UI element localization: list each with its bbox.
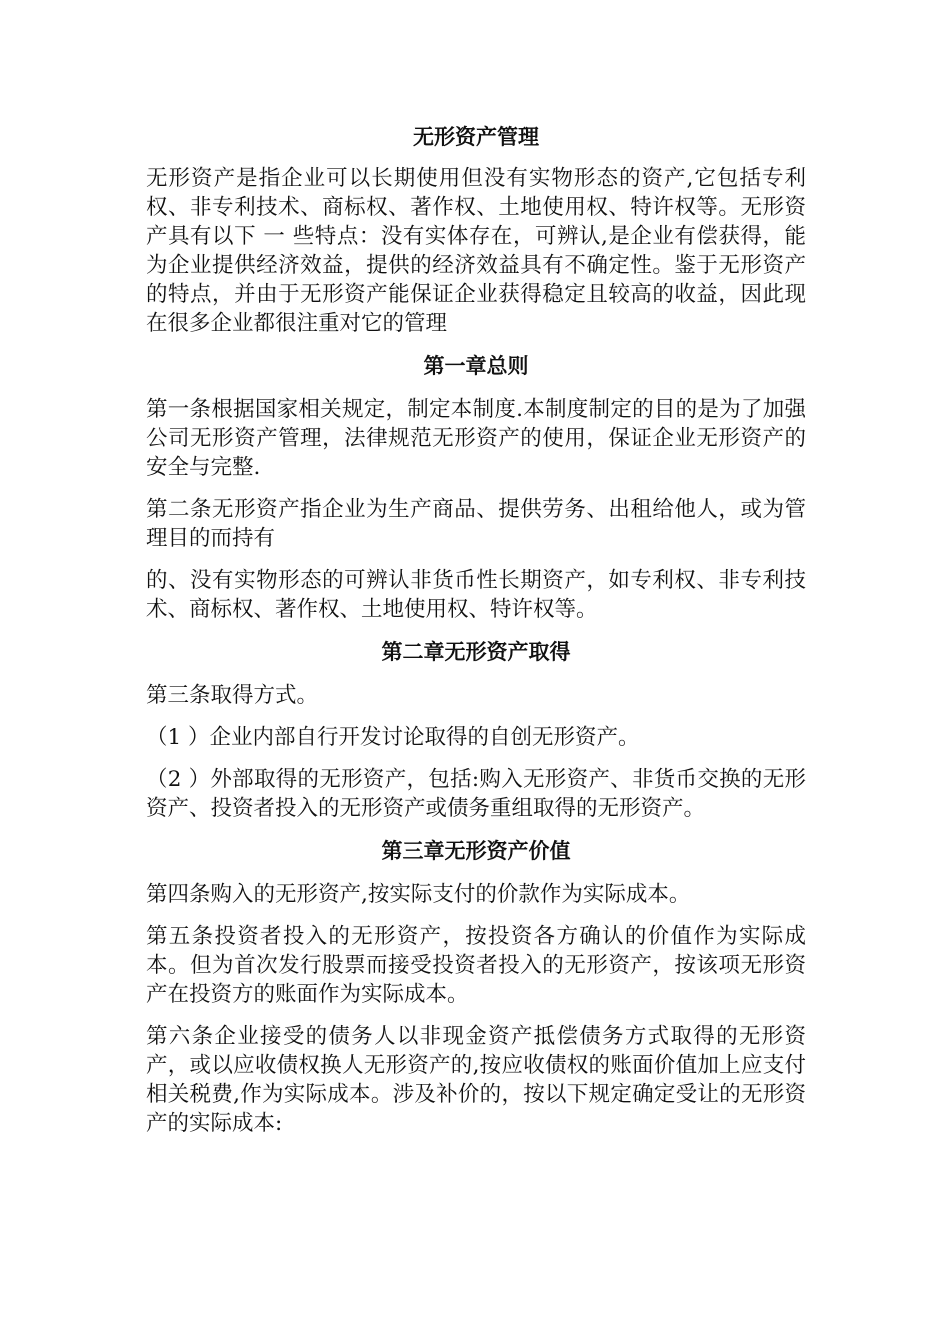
chapter-1-heading: 第一章总则 bbox=[423, 353, 529, 378]
article-3-item-1: （1 ）企业内部自行开发讨论取得的自创无形资产。 bbox=[146, 725, 640, 750]
intro-paragraph: 无形资产是指企业可以长期使用但没有实物形态的资产,它包括专利权、非专利技术、商标权、著作权、土地使用权、特许权等。无形资产具有以下 一 些特点：没有实体存在，可辨认,是企业有偿获得，能为企业提供经济效益，提供的经济效益具有不确定性。鉴于无形资产的特点，并由于无形资产能保证企业获得稳定且较高的收益，因此现在很多企业都很注重对它的管理 bbox=[146, 166, 806, 336]
article-3: 第三条取得方式。 bbox=[146, 683, 319, 708]
article-1: 第一条根据国家相关规定，制定本制度.本制度制定的目的是为了加强公司无形资产管理，法律规范无形资产的使用，保证企业无形资产的安全与完整. bbox=[146, 397, 806, 480]
article-5: 第五条投资者投入的无形资产，按投资各方确认的价值作为实际成本。但为首次发行股票而接受投资者投入的无形资产，按该项无形资产在投资方的账面作为实际成本。 bbox=[146, 924, 806, 1007]
chapter-3-heading: 第三章无形资产价值 bbox=[381, 838, 571, 863]
article-4: 第四条购入的无形资产,按实际支付的价款作为实际成本。 bbox=[146, 882, 691, 907]
chapter-2-heading: 第二章无形资产取得 bbox=[381, 639, 571, 664]
document-page bbox=[146, 122, 806, 1151]
article-3-item-2: （2 ）外部取得的无形资产，包括:购入无形资产、非货币交换的无形资产、投资者投入的无形资产或债务重组取得的无形资产。 bbox=[146, 767, 806, 821]
article-2-part-b: 的、没有实物形态的可辨认非货币性长期资产，如专利权、非专利技术、商标权、著作权、土地使用权、特许权等。 bbox=[146, 568, 806, 622]
article-6: 第六条企业接受的债务人以非现金资产抵偿债务方式取得的无形资产，或以应收债权换人无形资产的,按应收债权的账面价值加上应支付相关税费,作为实际成本。涉及补价的，按以下规定确定受让的无形资产的实际成本: bbox=[146, 1024, 806, 1136]
article-2-part-a: 第二条无形资产指企业为生产商品、提供劳务、出租给他人，或为管理目的而持有 bbox=[146, 497, 806, 551]
document-title: 无形资产管理 bbox=[413, 124, 539, 149]
